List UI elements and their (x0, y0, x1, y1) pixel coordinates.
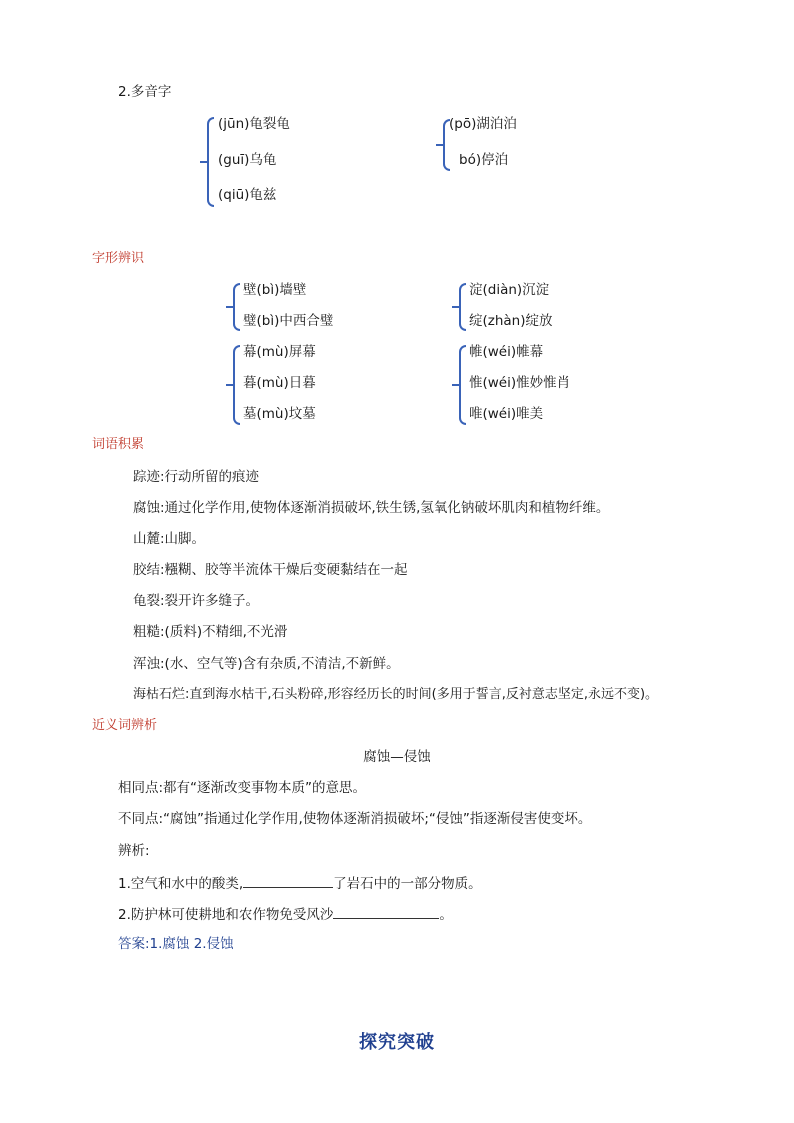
glyph-bi-2: 璧(bì)中西合璧 (243, 313, 334, 329)
synonym-analyze: 辨析: (118, 843, 150, 859)
answer-blank-2[interactable] (333, 904, 439, 919)
synonym-diff: 不同点:“腐蚀”指通过化学作用,使物体逐渐消损破坏;“侵蚀”指逐渐侵害使变坏。 (118, 811, 592, 827)
vocab-item-5: 龟裂:裂开许多缝子。 (133, 593, 260, 609)
vocab-item-7: 浑浊:(水、空气等)含有杂质,不清洁,不新鲜。 (133, 656, 400, 672)
polyphone-right-2: bó)停泊 (459, 152, 509, 168)
question-2-suffix: 。 (439, 907, 453, 923)
brace-polyphone-left (207, 117, 214, 207)
brace-dian (459, 283, 466, 331)
question-2 (118, 904, 453, 924)
section-title-explore: 探究突破 (359, 1032, 435, 1053)
question-1-prefix: 1.空气和水中的酸类, (118, 876, 244, 892)
polyphone-left-3: (qiū)龟兹 (218, 187, 277, 203)
polyphone-right-1: (pō)湖泊泊 (449, 116, 517, 132)
brace-wei (459, 345, 466, 425)
glyph-heading: 字形辨识 (92, 251, 145, 266)
vocab-item-4: 胶结:糨糊、胶等半流体干燥后变硬黏结在一起 (133, 562, 408, 578)
glyph-wei-1: 帷(wéi)帷幕 (469, 344, 544, 360)
synonym-heading: 近义词辨析 (92, 718, 158, 733)
glyph-mu-3: 墓(mù)坟墓 (243, 406, 316, 422)
vocab-item-1: 踪迹:行动所留的痕迹 (133, 469, 260, 485)
vocab-item-6: 粗糙:(质料)不精细,不光滑 (133, 624, 288, 640)
glyph-dian-2: 绽(zhàn)绽放 (469, 313, 553, 329)
glyph-mu-2: 暮(mù)日暮 (243, 375, 316, 391)
glyph-bi-1: 壁(bì)墙壁 (243, 282, 307, 298)
brace-bi (233, 283, 240, 331)
question-1 (118, 873, 482, 893)
glyph-wei-2: 惟(wéi)惟妙惟肖 (469, 375, 571, 391)
answer-text: 答案:1.腐蚀 2.侵蚀 (118, 936, 234, 952)
polyphone-left-2: (guī)乌龟 (218, 152, 277, 168)
brace-mu (233, 345, 240, 425)
glyph-dian-1: 淀(diàn)沉淀 (469, 282, 550, 298)
vocab-item-8: 海枯石烂:直到海水枯干,石头粉碎,形容经历长的时间(多用于誓言,反衬意志坚定,永远不变)。 (133, 687, 659, 702)
polyphone-left-1: (jūn)龟裂龟 (218, 116, 290, 132)
question-1-suffix: 了岩石中的一部分物质。 (333, 876, 482, 892)
glyph-mu-1: 幕(mù)屏幕 (243, 344, 316, 360)
answer-blank-1[interactable] (243, 873, 333, 888)
glyph-wei-3: 唯(wéi)唯美 (469, 406, 544, 422)
vocab-heading: 词语积累 (92, 437, 145, 452)
question-2-prefix: 2.防护林可使耕地和农作物免受风沙 (118, 907, 334, 923)
vocab-item-2: 腐蚀:通过化学作用,使物体逐渐消损破坏,铁生锈,氢氧化钠破坏肌肉和植物纤维。 (133, 500, 610, 516)
polyphone-heading: 2.多音字 (118, 84, 172, 100)
synonym-same: 相同点:都有“逐渐改变事物本质”的意思。 (118, 780, 367, 796)
synonym-pair: 腐蚀—侵蚀 (363, 749, 431, 765)
vocab-item-3: 山麓:山脚。 (133, 531, 206, 547)
